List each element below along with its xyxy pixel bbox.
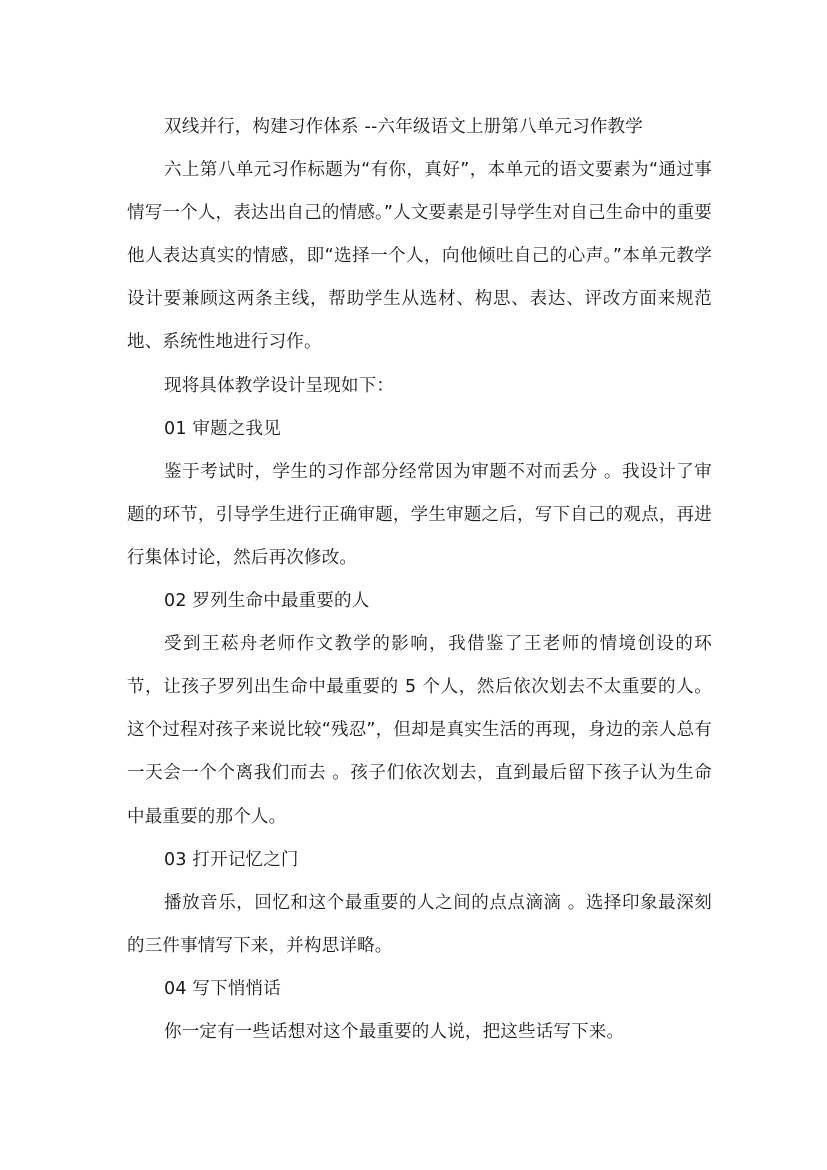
- section-heading-1: 01 审题之我见: [164, 418, 281, 439]
- intro-paragraph: 六上第八单元习作标题为“有你，真好”，本单元的语文要素为“通过事情写一个人，表达出自己的情感。”人文要素是引导学生对自己生命中的重要他人表达真实的情感，即“选择一个人，向他倾吐自己的心声。”本单元教学设计要兼顾这两条主线，帮助学生从选材、构思、表达、评改方面来规范地、系统性地进行习作。: [127, 160, 712, 353]
- section-heading-4: 04 写下悄悄话: [164, 978, 281, 999]
- section-heading-2: 02 罗列生命中最重要的人: [164, 591, 370, 612]
- section-body-1: 鉴于考试时，学生的习作部分经常因为审题不对而丢分 。我设计了审题的环节，引导学生进行正确审题，学生审题之后，写下自己的观点，再进行集体讨论，然后再次修改。: [127, 461, 712, 568]
- section-body-2: 受到王菘舟老师作文教学的影响，我借鉴了王老师的情境创设的环节，让孩子罗列出生命中最重要的 5 个人，然后依次划去不太重要的人。这个过程对孩子来说比较“残忍”，但却是真实生活的再现，身边的亲人总有一天会一个个离我们而去 。孩子们依次划去，直到最后留下孩子认为生命中最重要的那个人。: [127, 634, 712, 827]
- document-body: [127, 106, 712, 1054]
- section-body-4: 你一定有一些话想对这个最重要的人说，把这些话写下来。: [164, 1021, 625, 1042]
- lead-paragraph: 现将具体教学设计呈现如下：: [164, 375, 395, 396]
- document-title: 双线并行，构建习作体系 --六年级语文上册第八单元习作教学: [164, 117, 643, 137]
- section-body-3: 播放音乐，回忆和这个最重要的人之间的点点滴滴 。选择印象最深刻的三件事情写下来，并构思详略。: [127, 892, 712, 956]
- section-heading-3: 03 打开记忆之门: [164, 849, 299, 870]
